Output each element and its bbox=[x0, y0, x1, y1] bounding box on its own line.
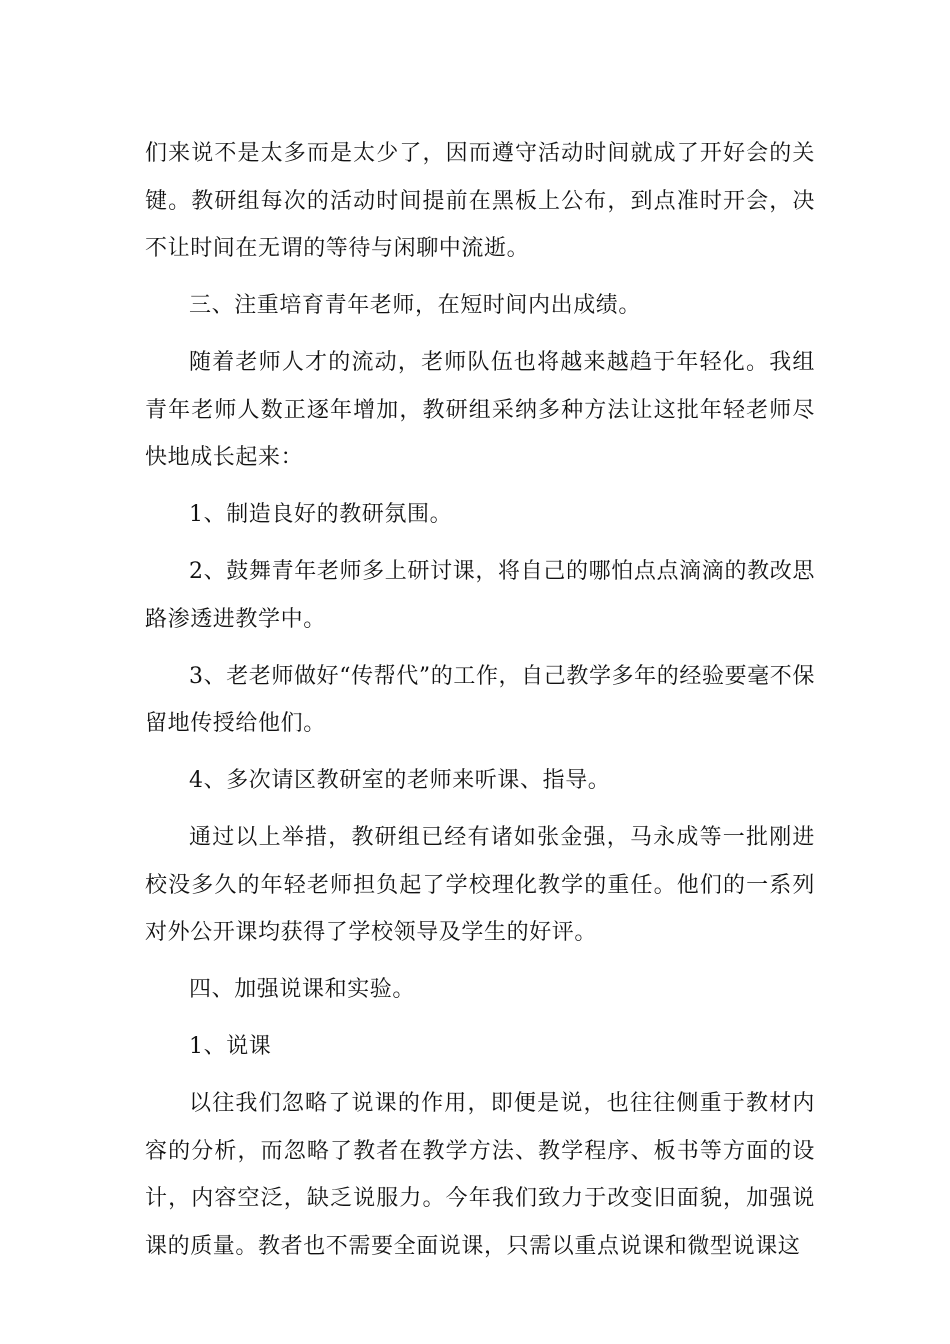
section-heading-four: 四、加强说课和实验。 bbox=[189, 977, 416, 1002]
paragraph: 随着老师人才的流动，老师队伍也将越来越趋于年轻化。我组青年老师人数正逐年增加，教研组采纳多种方法让这批年轻老师尽快地成长起来： bbox=[145, 350, 815, 470]
list-item: 4、多次请区教研室的老师来听课、指导。 bbox=[189, 768, 611, 793]
list-item: 2、鼓舞青年老师多上研讨课，将自己的哪怕点点滴滴的教改思路渗透进教学中。 bbox=[145, 559, 815, 632]
section-heading-three: 三、注重培育青年老师，在短时间内出成绩。 bbox=[189, 293, 642, 318]
list-item: 3、老老师做好“传帮代”的工作，自己教学多年的经验要毫不保留地传授给他们。 bbox=[145, 663, 815, 736]
list-item: 1、制造良好的教研氛围。 bbox=[189, 502, 453, 527]
subsection-heading: 1、说课 bbox=[189, 1034, 272, 1059]
paragraph: 以往我们忽略了说课的作用，即便是说，也往往侧重于教材内容的分析，而忽略了教者在教学方法、教学程序、板书等方面的设计，内容空泛，缺乏说服力。今年我们致力于改变旧面貌，加强说课的质量。教者也不需要全面说课，只需以重点说课和微型说课这 bbox=[145, 1091, 815, 1259]
document-body bbox=[145, 130, 815, 1280]
paragraph: 通过以上举措，教研组已经有诸如张金强，马永成等一批刚进校没多久的年轻老师担负起了学校理化教学的重任。他们的一系列对外公开课均获得了学校领导及学生的好评。 bbox=[145, 825, 815, 945]
paragraph-continuation: 们来说不是太多而是太少了，因而遵守活动时间就成了开好会的关键。教研组每次的活动时间提前在黑板上公布，到点准时开会，决不让时间在无谓的等待与闲聊中流逝。 bbox=[145, 141, 815, 261]
